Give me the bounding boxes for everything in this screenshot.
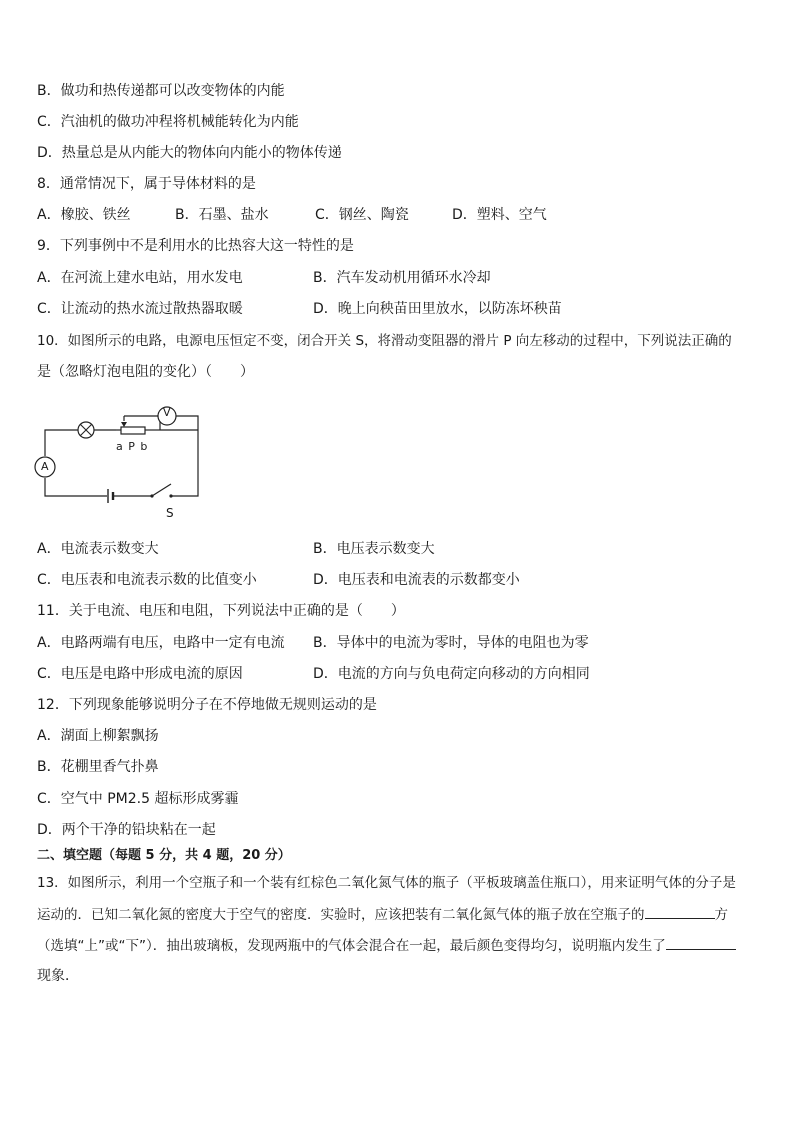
q8-option-c: C．钢丝、陶瓷	[315, 207, 409, 223]
circuit-diagram	[33, 403, 213, 523]
bulb-icon	[78, 422, 94, 438]
q12-option-a: A．湖面上柳絮飘扬	[37, 728, 159, 744]
q12-stem: 12．下列现象能够说明分子在不停地做无规则运动的是	[37, 697, 377, 713]
answer-blank-1[interactable]	[645, 904, 715, 919]
q13-line2	[37, 904, 728, 925]
q12-option-d: D．两个干净的铅块粘在一起	[37, 822, 216, 838]
q10-option-c: C．电压表和电流表示数的比值变小	[37, 572, 257, 588]
q10-stem-line1: 10．如图所示的电路，电源电压恒定不变，闭合开关 S，将滑动变阻器的滑片 P 向左移动的过程中，下列说法正确的	[37, 333, 732, 349]
q13-line4: 现象．	[37, 968, 79, 984]
answer-blank-2[interactable]	[666, 935, 736, 950]
q9-option-d: D．晚上向秧苗田里放水，以防冻坏秧苗	[313, 301, 562, 317]
q13-line2-text: 运动的．已知二氧化氮的密度大于空气的密度．实验时，应该把装有二氧化氮气体的瓶子放在空瓶子的	[37, 907, 645, 923]
q8-option-a: A．橡胶、铁丝	[37, 207, 131, 223]
q11-option-a: A．电路两端有电压，电路中一定有电流	[37, 635, 285, 651]
q10-option-b: B．电压表示数变大	[313, 541, 435, 557]
q8-option-d: D．塑料、空气	[452, 207, 547, 223]
q11-option-d: D．电流的方向与负电荷定向移动的方向相同	[313, 666, 590, 682]
q13-line3	[37, 935, 736, 956]
q9-option-a: A．在河流上建水电站，用水发电	[37, 270, 243, 286]
q7-option-b: B．做功和热传递都可以改变物体的内能	[37, 83, 285, 99]
ammeter-label: A	[41, 460, 49, 473]
q13-line3-text: （选填“上”或“下”）．抽出玻璃板，发现两瓶中的气体会混合在一起，最后颜色变得均匀，说明瓶内发生了	[37, 938, 666, 954]
q10-option-d: D．电压表和电流表的示数都变小	[313, 572, 520, 588]
q11-option-c: C．电压是电路中形成电流的原因	[37, 666, 243, 682]
q10-option-a: A．电流表示数变大	[37, 541, 159, 557]
q11-stem: 11．关于电流、电压和电阻，下列说法中正确的是（ ）	[37, 603, 405, 619]
q8-stem: 8．通常情况下，属于导体材料的是	[37, 176, 256, 192]
q12-option-c: C．空气中 PM2.5 超标形成雾霾	[37, 791, 239, 807]
q9-stem: 9．下列事例中不是利用水的比热容大这一特性的是	[37, 238, 354, 254]
q10-stem-line2: 是（忽略灯泡电阻的变化）（ ）	[37, 364, 254, 380]
section-heading: 二、填空题（每题 5 分，共 4 题，20 分）	[37, 848, 291, 863]
q9-option-b: B．汽车发动机用循环水冷却	[313, 270, 491, 286]
q7-option-d: D．热量总是从内能大的物体向内能小的物体传递	[37, 145, 342, 161]
q11-option-b: B．导体中的电流为零时，导体的电阻也为零	[313, 635, 589, 651]
q12-option-b: B．花棚里香气扑鼻	[37, 759, 159, 775]
q9-option-c: C．让流动的热水流过散热器取暖	[37, 301, 243, 317]
rheostat-labels: a P b	[116, 440, 149, 453]
q13-line2-end: 方	[714, 907, 728, 923]
switch-label: S	[166, 506, 174, 520]
q13-line1: 13．如图所示，利用一个空瓶子和一个装有红棕色二氧化氮气体的瓶子（平板玻璃盖住瓶口），用来证明气体的分子是	[37, 875, 736, 891]
q8-option-b: B．石墨、盐水	[175, 207, 269, 223]
voltmeter-label: V	[163, 406, 171, 419]
q7-option-c: C．汽油机的做功冲程将机械能转化为内能	[37, 114, 299, 130]
